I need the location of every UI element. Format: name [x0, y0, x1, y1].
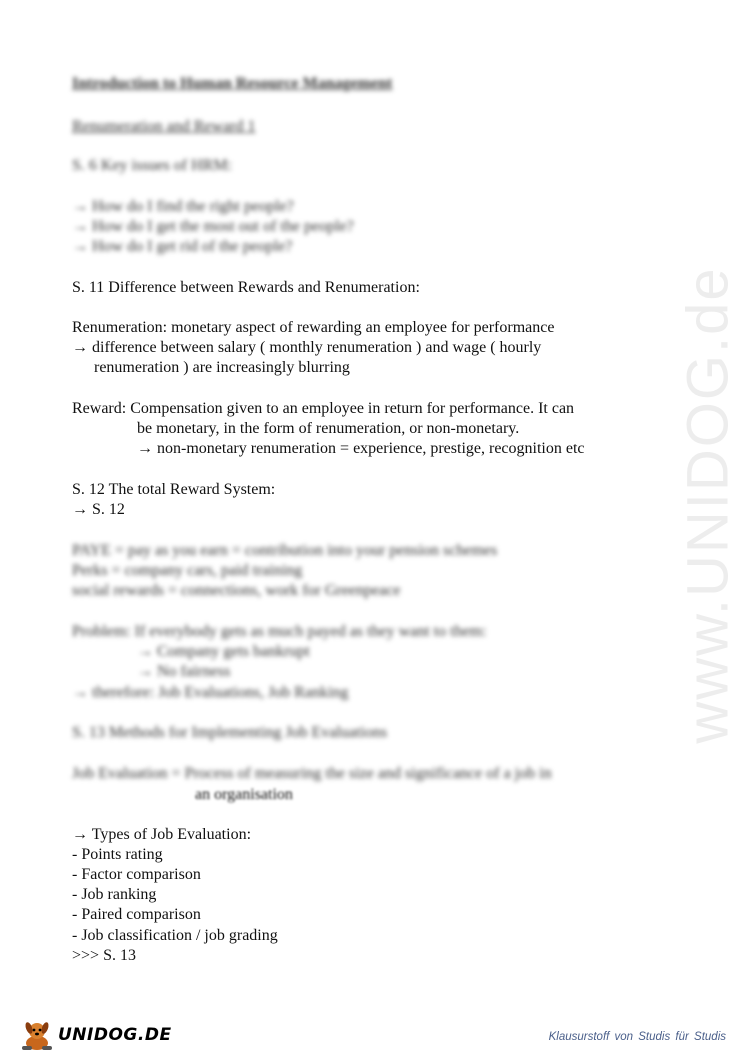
footer-tagline: Klausurstoff von Studis für Studis	[548, 1031, 726, 1043]
renumeration-note: → difference between salary ( monthly renumeration ) and wage ( hourly	[72, 339, 542, 356]
job-evaluation-definition-cont: an organisation	[195, 786, 293, 803]
logo-text: UNIDOG.DE	[58, 1025, 172, 1045]
unidog-logo[interactable]	[20, 1018, 172, 1052]
list-item: - Paired comparison	[72, 906, 201, 923]
section-reference: → S. 12	[72, 501, 125, 518]
types-heading: → Types of Job Evaluation:	[72, 826, 252, 843]
document-title: Introduction to Human Resource Management	[72, 75, 393, 92]
problem-conclusion: → therefore: Job Evaluations, Job Ranking	[72, 684, 349, 701]
reward-definition-cont: be monetary, in the form of renumeration, or non-monetary.	[137, 420, 520, 437]
reward-note: → non-monetary renumeration = experience, prestige, recognition etc	[137, 440, 585, 457]
reward-definition: Reward: Compensation given to an employee in return for performance. It can	[72, 400, 575, 417]
perks-definition: Perks = company cars, paid training	[72, 562, 303, 579]
renumeration-definition: Renumeration: monetary aspect of rewarding an employee for performance	[72, 319, 555, 336]
list-item: - Job classification / job grading	[72, 927, 278, 944]
problem-statement: Problem: If everybody gets as much payed as they want to them:	[72, 623, 487, 640]
section-heading-s13: S. 13 Methods for Implementing Job Evaluations	[72, 724, 388, 741]
watermark: www.UNIDOG.de	[675, 266, 741, 744]
paye-definition: PAYE = pay as you earn = contribution into your pension schemes	[72, 542, 498, 559]
renumeration-note-cont: renumeration ) are increasingly blurring	[94, 359, 350, 376]
list-item: → How do I find the right people?	[72, 198, 294, 215]
section-heading-s12: S. 12 The total Reward System:	[72, 481, 276, 498]
dog-mascot-icon	[20, 1018, 56, 1052]
social-rewards-definition: social rewards = connections, work for Greenpeace	[72, 582, 401, 599]
document-subtitle: Renumeration and Reward 1	[72, 118, 256, 135]
problem-consequence: → Company gets bankrupt	[137, 643, 310, 660]
problem-consequence: → No fairness	[137, 663, 231, 680]
section-heading-s6: S. 6 Key issues of HRM:	[72, 157, 233, 174]
job-evaluation-definition: Job Evaluation = Process of measuring the size and significance of a job in	[72, 765, 552, 782]
list-item: - Job ranking	[72, 886, 157, 903]
section-reference: >>> S. 13	[72, 947, 136, 964]
list-item: → How do I get the most out of the people?	[72, 218, 354, 235]
section-heading-s11: S. 11 Difference between Rewards and Renumeration:	[72, 279, 420, 296]
list-item: - Factor comparison	[72, 866, 201, 883]
list-item: → How do I get rid of the people?	[72, 238, 293, 255]
list-item: - Points rating	[72, 846, 163, 863]
